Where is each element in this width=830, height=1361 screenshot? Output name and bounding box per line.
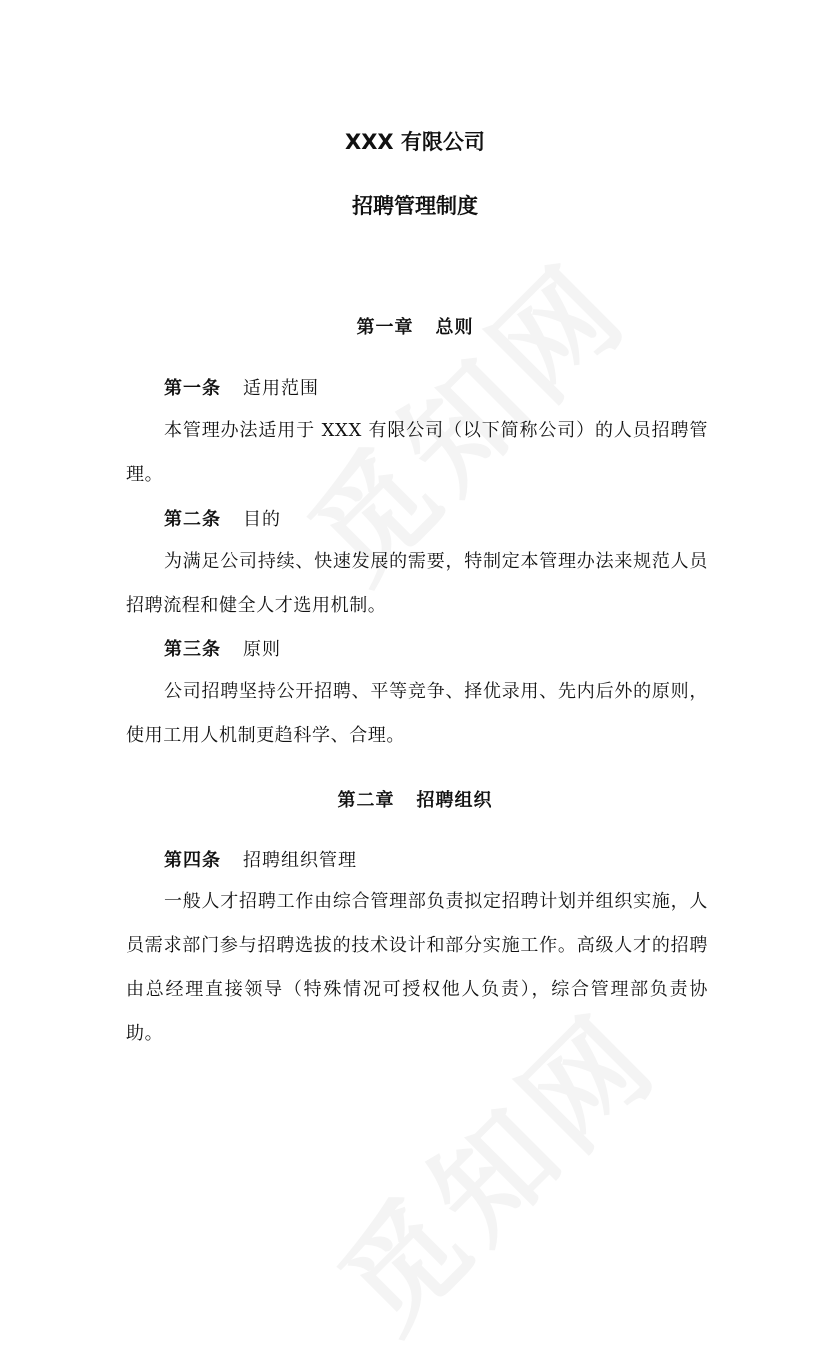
chapter-heading bbox=[0, 313, 830, 339]
article-label: 第一条 bbox=[164, 378, 221, 399]
article-heading bbox=[164, 505, 281, 531]
article-body: 一般人才招聘工作由综合管理部负责拟定招聘计划并组织实施，人员需求部门参与招聘选拔的技术设计和部分实施工作。高级人才的招聘由总经理直接领导（特殊情况可授权他人负责），综合管理部负责协助。 bbox=[126, 891, 708, 1044]
article-label: 第三条 bbox=[164, 639, 221, 660]
article-title: 目的 bbox=[243, 509, 281, 530]
article-label: 第二条 bbox=[164, 509, 221, 530]
document-title: 招聘管理制度 bbox=[352, 194, 478, 218]
article-label: 第四条 bbox=[164, 850, 221, 871]
article-heading bbox=[164, 846, 357, 872]
article-body: 公司招聘坚持公开招聘、平等竞争、择优录用、先内后外的原则，使用工用人机制更趋科学、合理。 bbox=[126, 681, 708, 746]
chapter-name: 总则 bbox=[435, 317, 474, 338]
chapter-name: 招聘组织 bbox=[416, 790, 493, 811]
article-title: 招聘组织管理 bbox=[243, 850, 357, 871]
chapter-number: 第二章 bbox=[337, 790, 395, 811]
article-body: 本管理办法适用于 XXX 有限公司（以下简称公司）的人员招聘管理。 bbox=[126, 420, 708, 485]
article-title: 原则 bbox=[243, 639, 281, 660]
article-body: 为满足公司持续、快速发展的需要，特制定本管理办法来规范人员招聘流程和健全人才选用机制。 bbox=[126, 551, 708, 616]
chapter-number: 第一章 bbox=[356, 317, 414, 338]
article-heading bbox=[164, 374, 319, 400]
article-title: 适用范围 bbox=[243, 378, 319, 399]
company-title: XXX 有限公司 bbox=[345, 130, 485, 154]
chapter-heading bbox=[0, 786, 830, 812]
article-heading bbox=[164, 635, 281, 661]
